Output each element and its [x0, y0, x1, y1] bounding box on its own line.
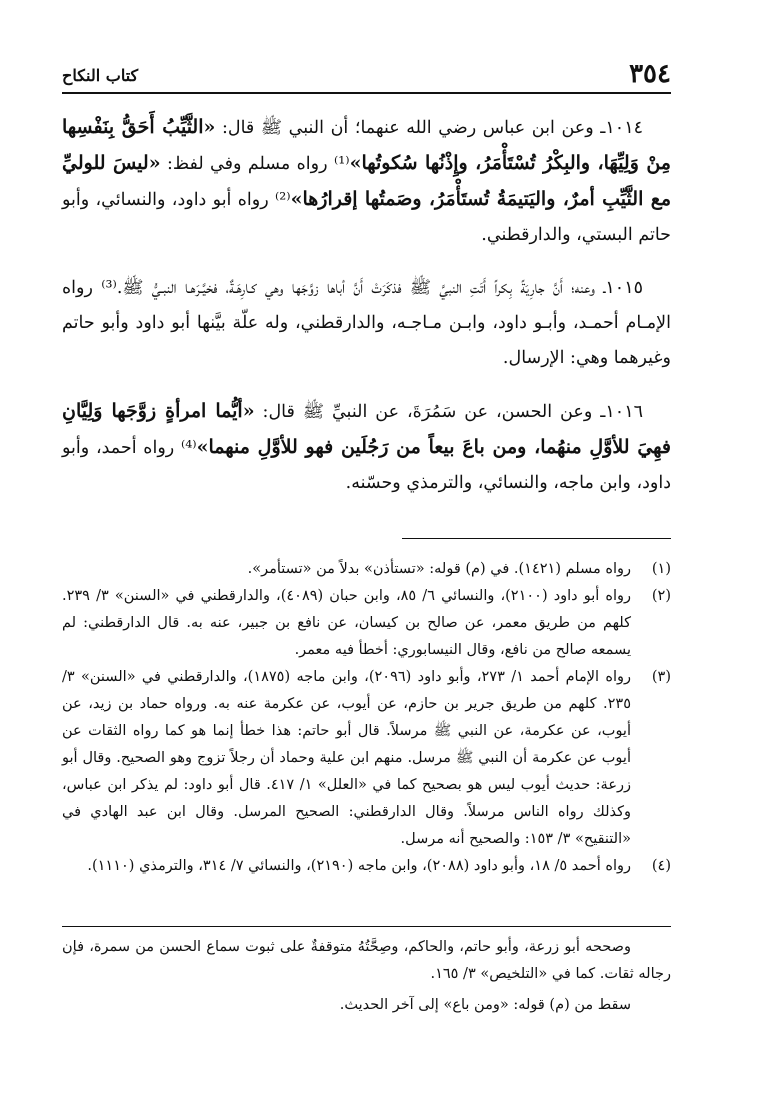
- footnote-number: (٢): [651, 588, 671, 604]
- footnote-number: (١): [651, 561, 671, 577]
- addendum-authentication: وصححه أبو زرعة، وأبو حاتم، والحاكم، وصِحَّتُهُ متوقفةٌ على ثبوت سماع الحسن من سمرة، فإن رجاله ثقات. كما في «التلخيص» ٣/ ١٦٥.: [62, 939, 671, 982]
- page-header: [62, 58, 671, 90]
- hadith-tail: ⁽⁴⁾ رواه أحمد، وأبو داود، وابن ماجه، والنسائي، والترمذي وحسّنه.: [62, 438, 671, 493]
- footnote-3: [62, 664, 671, 853]
- hadith-matn: «أيُّما امرأةٍ زوَّجَها وَلِيَّانِ فهِيَ للأوَّلِ منهُما، ومن باعَ بيعاً من رَجُلَين فهو للأوَّلِ منهما»: [62, 400, 671, 458]
- footnotes: [62, 556, 671, 880]
- hadith-lead: ١٠١٤ـ وعن ابن عباس رضي الله عنهما؛ أن النبي ﷺ قال:: [215, 118, 643, 138]
- footnote-number: (٤): [651, 858, 671, 874]
- hadith-matn: «الثَّيِّبُ أَحَقُّ بِنَفْسِها مِنْ وَلِيِّهَا، والبِكْرُ تُسْتَأْمَرُ، وإِذْنُها سُكوتُها»: [62, 116, 671, 174]
- footnote-text: رواه أحمد ٥/ ١٨، وأبو داود (٢٠٨٨)، وابن ماجه (٢١٩٠)، والنسائي ٧/ ٣١٤، والترمذي (١١١٠).: [87, 858, 631, 874]
- footnote-text: رواه أبو داود (٢١٠٠)، والنسائي ٦/ ٨٥، وابن حبان (٤٠٨٩)، والدارقطني في «السنن» ٣/ ٢٣٩. كلهم من طريق معمر، عن صالح بن كيسان، عن نافع بن جبير، عنه به. قال الدارقطني: لم يسمعه صالح من نافع، وقال النيسابوري: أخطأ فيه معمر.: [62, 588, 631, 658]
- hadith-1014: [62, 110, 671, 253]
- addenda: [62, 934, 671, 1019]
- footnote-text: رواه الإمام أحمد ١/ ٢٧٣، وأبو داود (٢٠٩٦)، وابن ماجه (١٨٧٥)، والدارقطني في «السنن» ٣/ ٢٣٥. كلهم من طريق جرير بن حازم، عن أيوب، عن عكرمة عنه به. ورواه حماد بن زيد، عن أيوب، عن عكرمة، عن النبي ﷺ مرسلاً. قال أبو حاتم: هذا خطأ إنما هو كما رواه الثقات عن أيوب عن عكرمة أن النبي ﷺ مرسل. منهم ابن علية وحماد أن رجلاً تزوج وهو الصحيح. وقال أبو زرعة: حديث أيوب ليس هو بصحيح كما في «العلل» ١/ ٤١٧. قال أبو داود: لم يذكر ابن عباس، وكذلك رواه الناس مرسلاً. وقال الدارقطني: الصحيح المرسل. وقال ابن عبد الهادي في «التنقيح» ٣/ ١٥٣: والصحيح أنه مرسل.: [62, 669, 632, 847]
- footnote-4: [62, 853, 671, 880]
- footnote-1: [62, 556, 671, 583]
- addenda-separator: [62, 926, 671, 927]
- main-text: [62, 110, 671, 519]
- header-rule: [62, 92, 671, 94]
- hadith-lead: ١٠١٦ـ وعن الحسن، عن سَمُرَةَ، عن النبيِّ ﷺ قال:: [254, 402, 643, 422]
- addendum-omission: سقط من (م) قوله: «ومن باع» إلى آخر الحديث.: [339, 997, 631, 1013]
- footnote-separator: [402, 538, 671, 539]
- hadith-matn-alt: «ليسَ للوليِّ مع الثَّيِّبِ أمرٌ، واليَتيمَةُ تُستَأْمَرُ، وصَمتُها إقرارُها»: [62, 152, 671, 210]
- footnote-2: [62, 583, 671, 664]
- page-number: ٣٥٤: [629, 59, 671, 89]
- footnote-number: (٣): [651, 669, 671, 685]
- hadith-tail: ⁽²⁾ رواه أبو داود، والنسائي، وأبو حاتم البستي، والدارقطني.: [62, 190, 671, 245]
- hadith-mid: ⁽¹⁾ رواه مسلم وفي لفظ:: [160, 154, 350, 174]
- hadith-1015: [62, 271, 671, 376]
- footnote-text: رواه مسلم (١٤٢١). في (م) قوله: «تستأذن» بدلاً من «تستأمر».: [247, 561, 631, 577]
- hadith-1016: [62, 394, 671, 501]
- hadith-lead: ١٠١٥ـ وعنه؛ أَنَّ جارِيَةً بِكراً أَتَتِ النبيَّ ﷺ فذكَرَتْ أَنَّ أباها زوَّجَها وهي كـارِهَـةٌ، فخيَّـرَهـا النبـيُّ ﷺ.⁽³⁾ رواه الإمـام أحمـد، وأبـو داود، وابـن مـاجـه، والدارقطني، وله علّة بيَّنها أبو داود وأبو حاتم وغيرهما وهي: الإرسال.: [62, 278, 671, 368]
- chapter-title: كتاب النكاح: [62, 66, 139, 85]
